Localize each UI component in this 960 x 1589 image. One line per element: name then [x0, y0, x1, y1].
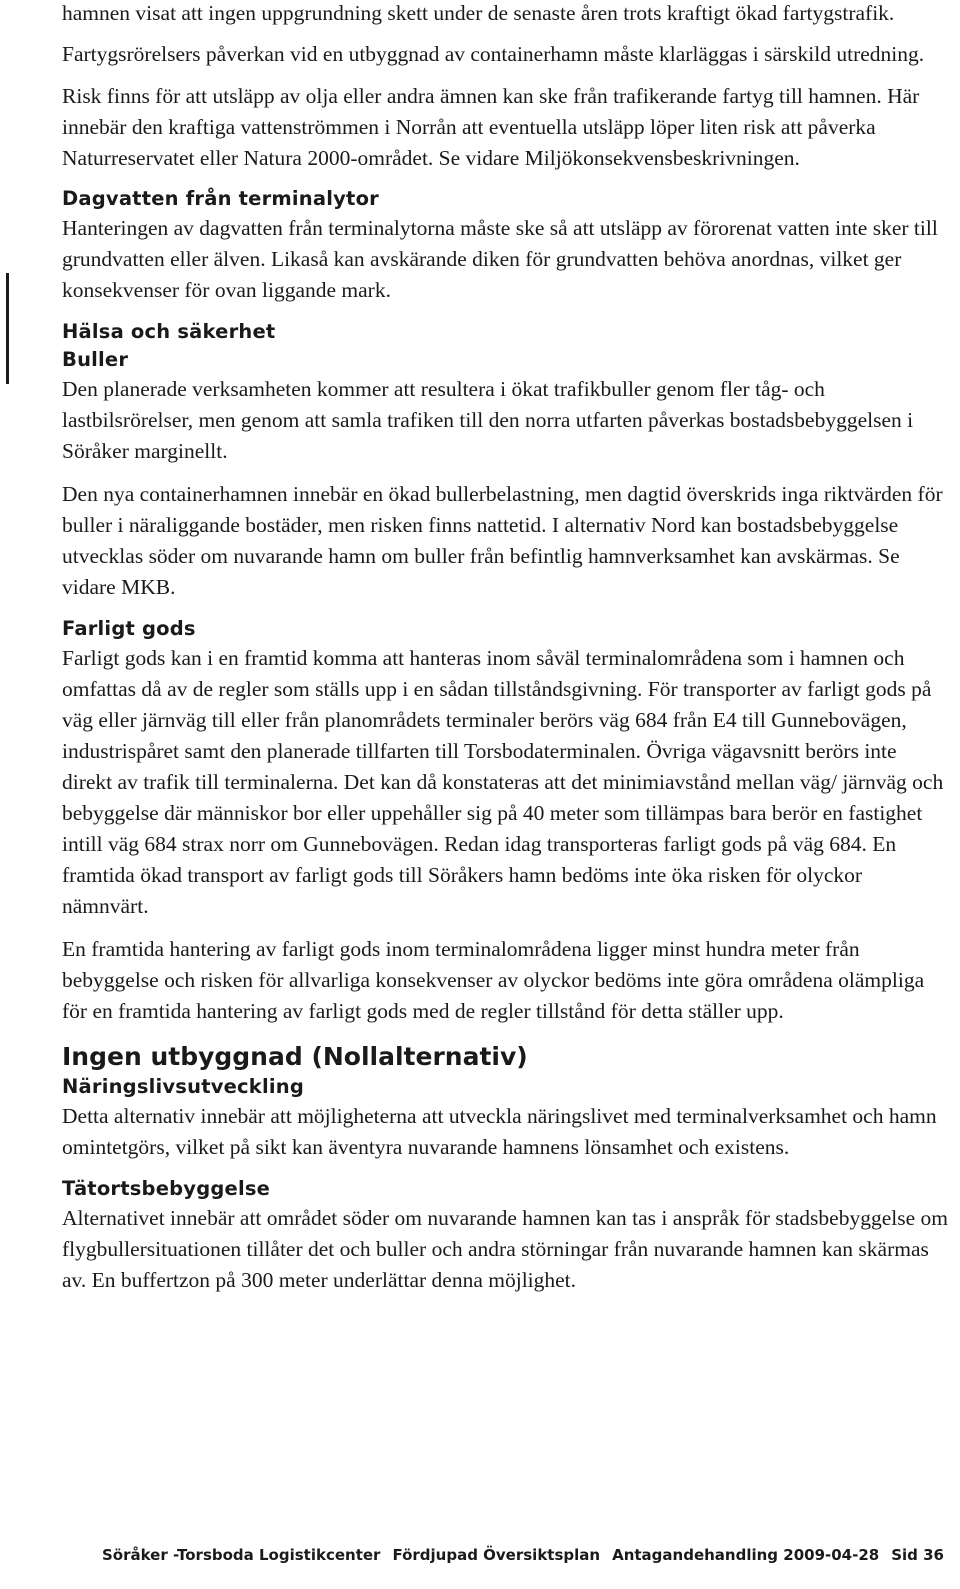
footer-project: Söråker -Torsboda Logistikcenter — [101, 1546, 381, 1564]
heading-farligt-gods: Farligt gods — [62, 617, 196, 640]
paragraph-dagvatten: Hanteringen av dagvatten från terminalytorna måste ske så att utsläpp av förorenat vatten inte sker till grundvatten eller älven. Likaså kan avskärande diken för grundvatten behöva anordnas, vilket ger konsekvenser för ovan liggande mark. — [62, 216, 938, 302]
heading-ingen-utbyggnad: Ingen utbyggnad (Nollalternativ) — [62, 1042, 528, 1071]
heading-buller: Buller — [62, 348, 129, 371]
paragraph-intro-2: Fartygsrörelsers påverkan vid en utbyggnad av containerhamn måste klarläggas i särskild utredning. — [62, 42, 925, 66]
footer-page-number: Sid 36 — [891, 1546, 944, 1564]
paragraph-naringslivsutveckling: Detta alternativ innebär att möjligheterna att utveckla näringslivet med terminalverksamhet och hamn omintetgörs, vilket på sikt kan äventyra nuvarande hamnens lönsamhet och existens. — [62, 1104, 937, 1159]
revision-change-bar — [6, 273, 9, 384]
paragraph-tatortsbebyggelse: Alternativet innebär att området söder om nuvarande hamnen kan tas i anspråk för stadsbebyggelse om flygbullersituationen tillåter det och buller och andra störningar från nuvarande hamnen kan skärmas av. En buffertzon på 300 meter underlättar denna möjlighet. — [62, 1206, 948, 1292]
paragraph-farligt-gods-2: En framtida hantering av farligt gods inom terminalområdena ligger minst hundra meter från bebyggelse och risken för allvarliga konsekvenser av olyckor bedöms inte göra områdena olämpliga för en framtida hantering av farligt gods med de regler tillstånd för detta ställer upp. — [62, 937, 925, 1023]
heading-naringslivsutveckling: Näringslivsutveckling — [62, 1075, 304, 1098]
footer-plan: Fördjupad Översiktsplan — [392, 1546, 601, 1564]
page-footer — [0, 1544, 944, 1566]
paragraph-buller-1: Den planerade verksamheten kommer att resultera i ökat trafikbuller genom fler tåg- och lastbilsrörelser, men genom att samla trafiken till den norra utfarten påverkas bostadsbebyggelsen i Söråker marginellt. — [62, 377, 914, 463]
paragraph-farligt-gods-1: Farligt gods kan i en framtid komma att hanteras inom såväl terminalområdena som i hamnen och omfattas då av de regler som ställs upp i en sådan tillståndsgivning. För transporter av farligt gods på väg eller järnväg till eller från planområdets terminaler berörs väg 684 från E4 till Gunnebovägen, industrispåret samt den planerade tillfarten till Torsbodaterminalen. Övriga vägavsnitt berörs inte direkt av trafik till terminalerna. Det kan då konstateras att det minimiavstånd mellan väg/ järnväg och bebyggelse där människor bor eller uppehåller sig på 40 meter som tillämpas bara berör en fastighet intill väg 684 strax norr om Gunnebovägen. Redan idag transporteras farligt gods på väg 684. En framtida ökad transport av farligt gods till Söråkers hamn bedöms inte öka risken för olyckor nämnvärt. — [62, 646, 944, 918]
paragraph-intro-3: Risk finns för att utsläpp av olja eller andra ämnen kan ske från trafikerande fartyg till hamnen. Här innebär den kraftiga vattenströmmen i Norrån att eventuella utsläpp löper liten risk att påverka Naturreservatet eller Natura 2000-området. Se vidare Miljökonsekvensbeskrivningen. — [62, 84, 920, 170]
paragraph-buller-2: Den nya containerhamnen innebär en ökad bullerbelastning, men dagtid överskrids inga riktvärden för buller i näraliggande bostäder, men risken finns nattetid. I alternativ Nord kan bostadsbebyggelse utvecklas söder om nuvarande hamn om buller från befintlig hamnverksamhet kan avskärmas. Se vidare MKB. — [62, 482, 943, 599]
heading-tatortsbebyggelse: Tätortsbebyggelse — [62, 1177, 271, 1200]
page-body — [62, 0, 950, 1296]
heading-dagvatten: Dagvatten från terminalytor — [62, 187, 379, 210]
footer-status: Antagandehandling 2009-04-28 — [612, 1546, 880, 1564]
heading-halsa-sakerhet: Hälsa och säkerhet — [62, 320, 276, 343]
paragraph-intro-1: hamnen visat att ingen uppgrundning skett under de senaste åren trots kraftigt ökad fartygstrafik. — [62, 1, 895, 25]
